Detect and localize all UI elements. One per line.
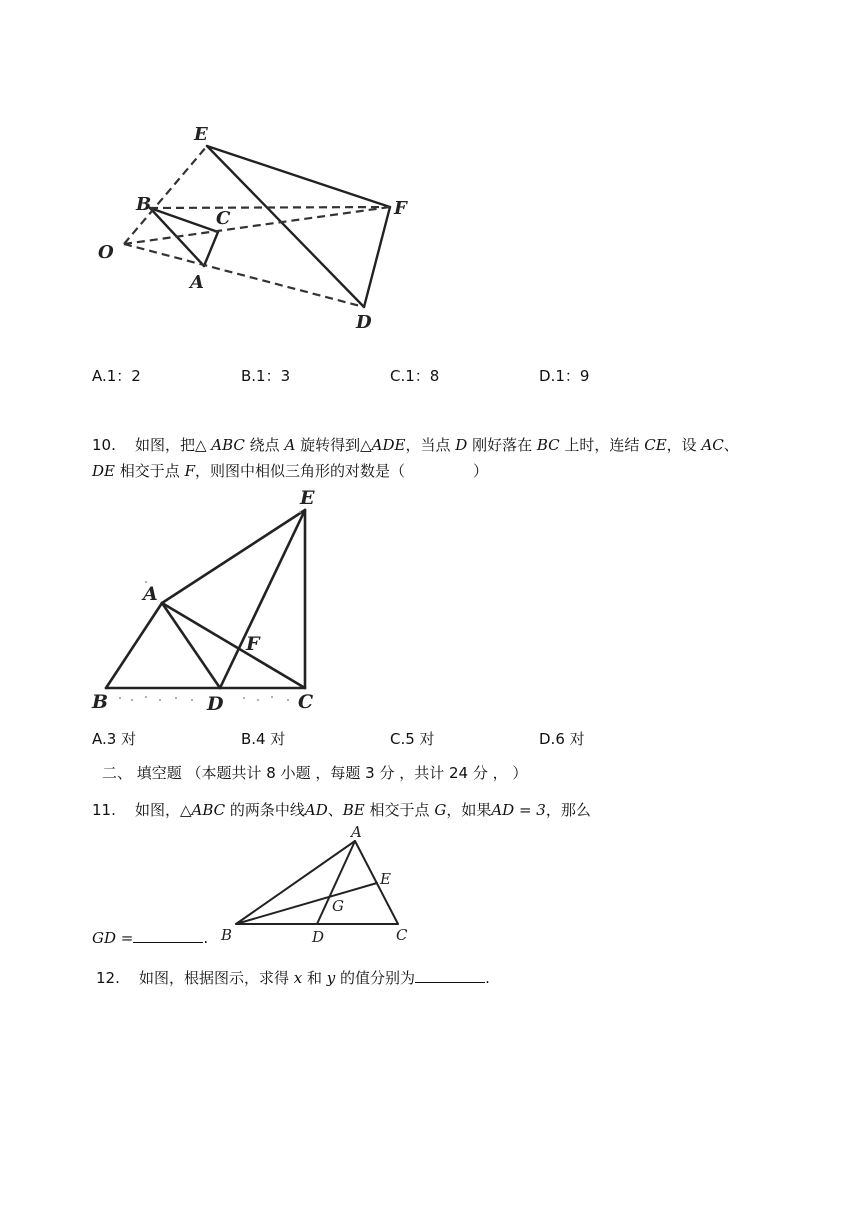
label-e: E	[380, 870, 391, 888]
label-c: C	[298, 691, 314, 713]
q12-answer-blank[interactable]	[415, 966, 485, 983]
q10-option-d: D.6 对	[539, 730, 585, 748]
q9-option-a: A.1：2	[92, 367, 141, 385]
label-b: B	[92, 691, 109, 713]
q11-number: 11.	[92, 801, 116, 819]
q9-option-c: C.1：8	[390, 367, 440, 385]
q9-option-d: D.1：9	[539, 367, 590, 385]
label-e: E	[300, 487, 315, 509]
q10-number: 10.	[92, 436, 116, 454]
section-2-title: 二、 填空题 （本题共计 8 小题 ，每题 3 分 ，共计 24 分 ， ）	[102, 764, 528, 782]
label-d: D	[312, 928, 325, 946]
label-c: C	[216, 208, 231, 229]
q10-option-c: C.5 对	[390, 730, 435, 748]
q10-option-b: B.4 对	[241, 730, 286, 748]
label-g: G	[332, 897, 344, 915]
q12-line: 12. 如图，根据图示，求得 x 和 y 的值分别为 .	[96, 966, 490, 989]
label-o: O	[98, 242, 114, 263]
q12-number: 12.	[96, 969, 120, 987]
q11-answer-line: GD = .	[92, 926, 208, 949]
q10-option-a: A.3 对	[92, 730, 137, 748]
label-d: D	[207, 693, 224, 715]
label-f: F	[394, 198, 407, 219]
q10-line-1: 10. 如图，把△ ABC 绕点 A 旋转得到△ADE，当点 D 刚好落在 BC 上时，连结 CE，设 AC、	[92, 436, 739, 454]
label-e: E	[194, 124, 208, 145]
label-a: A	[351, 823, 362, 841]
q9-option-b: B.1：3	[241, 367, 291, 385]
label-f: F	[246, 633, 260, 655]
label-b: B	[221, 926, 233, 944]
q11-line-1: 11. 如图，△ABC 的两条中线AD、BE 相交于点 G，如果AD = 3，那么	[92, 801, 591, 819]
label-a: A	[143, 583, 158, 605]
segment-be	[236, 883, 377, 924]
label-a: A	[190, 272, 204, 293]
label-d: D	[356, 312, 372, 333]
q10-line-2: DE 相交于点 F，则图中相似三角形的对数是（ ）	[92, 462, 489, 480]
label-b: B	[136, 194, 152, 215]
label-c: C	[396, 926, 408, 944]
q11-answer-prefix: GD =	[92, 929, 134, 947]
